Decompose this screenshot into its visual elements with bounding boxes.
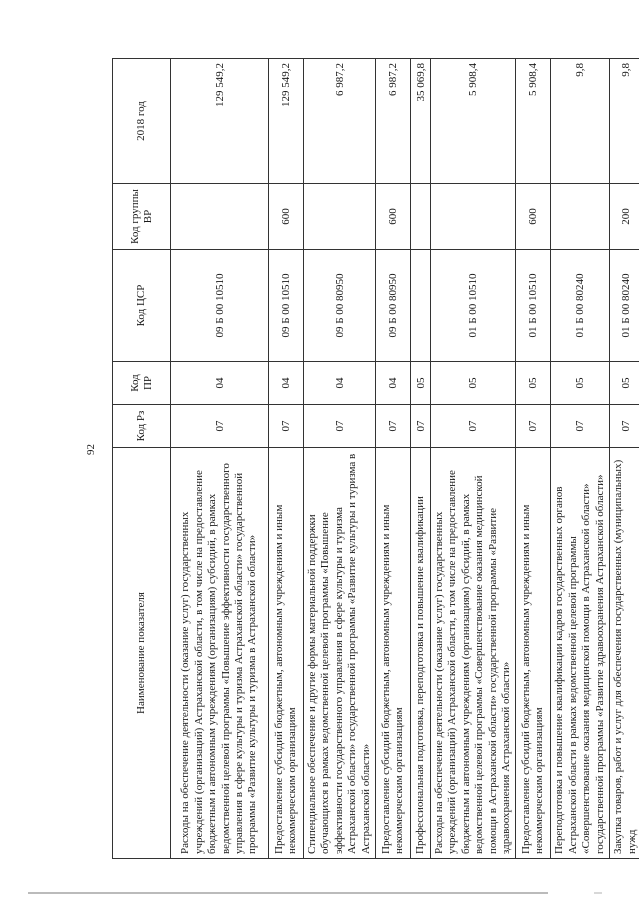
row-rz-cell: 07 xyxy=(304,405,376,448)
row-vr-cell xyxy=(551,184,610,250)
table-row xyxy=(516,59,551,859)
row-2018-value-cell: 129 549,2 xyxy=(171,59,269,184)
row-vr-cell xyxy=(431,184,516,250)
row-vr-cell: 200 xyxy=(610,184,639,250)
row-name-cell: Стипендиальное обеспечение и другие формы материальной поддержки обучающихся в рамках ведомственной целевой программы «Повышение эффективности государственного управления в сфере культуры и туризма Астраханской области» государственной программы «Развитие культуры и туризма в Астраханской области» xyxy=(304,448,376,859)
row-csr-cell: 01 Б 00 10510 xyxy=(516,250,551,362)
table-row xyxy=(171,59,269,859)
row-csr-cell: 09 Б 00 10510 xyxy=(171,250,269,362)
row-rz-cell: 07 xyxy=(269,405,304,448)
table-row xyxy=(551,59,610,859)
row-name-cell: Предоставление субсидий бюджетным, автономным учреждениям и иным некоммерческим организациям xyxy=(269,448,304,859)
row-csr-cell: 01 Б 00 80240 xyxy=(610,250,639,362)
row-rz-cell: 07 xyxy=(431,405,516,448)
row-pr-cell: 05 xyxy=(610,362,639,405)
row-vr-cell: 600 xyxy=(269,184,304,250)
row-rz-cell: 07 xyxy=(551,405,610,448)
row-csr-cell xyxy=(411,250,431,362)
row-rz-cell: 07 xyxy=(516,405,551,448)
row-rz-cell: 07 xyxy=(376,405,411,448)
table-row xyxy=(269,59,304,859)
row-csr-cell: 09 Б 00 80950 xyxy=(376,250,411,362)
row-vr-cell xyxy=(171,184,269,250)
row-vr-cell: 600 xyxy=(516,184,551,250)
row-vr-cell xyxy=(304,184,376,250)
row-pr-cell: 04 xyxy=(376,362,411,405)
row-csr-cell: 01 Б 00 80240 xyxy=(551,250,610,362)
row-2018-value-cell: 5 908,4 xyxy=(431,59,516,184)
row-vr-cell: 600 xyxy=(376,184,411,250)
row-vr-cell xyxy=(411,184,431,250)
row-2018-value-cell: 9,8 xyxy=(610,59,639,184)
row-name-cell: Расходы на обеспечение деятельности (оказание услуг) государственных учреждений (организаций) Астраханской области, в том числе на предоставление бюджетным и автономным учреждениям (организациям) субсидий, в рамках ведомственной целевой программы «Совершенствование оказания медицинской помощи в Астраханской области» государственной программы «Развитие здравоохранения Астраханской области» xyxy=(431,448,516,859)
row-csr-cell: 09 Б 00 10510 xyxy=(269,250,304,362)
row-pr-cell: 04 xyxy=(304,362,376,405)
budget-table xyxy=(112,58,639,859)
row-pr-cell: 05 xyxy=(551,362,610,405)
table-body xyxy=(171,59,639,859)
row-csr-cell: 01 Б 00 10510 xyxy=(431,250,516,362)
row-pr-cell: 04 xyxy=(269,362,304,405)
table-row xyxy=(431,59,516,859)
row-rz-cell: 07 xyxy=(171,405,269,448)
row-name-cell: Расходы на обеспечение деятельности (оказание услуг) государственных учреждений (организаций) Астраханской области, в том числе на предоставление бюджетным и автономным учреждениям (организациям) субсидий, в рамках ведомственной целевой программы «Повышение эффективности государственного управления в сфере культуры и туризма Астраханской области» государственной программы «Развитие культуры и туризма в Астраханской области» xyxy=(171,448,269,859)
row-2018-value-cell: 6 987,2 xyxy=(376,59,411,184)
table-row xyxy=(376,59,411,859)
row-rz-cell: 07 xyxy=(610,405,639,448)
bottom-edge-mark xyxy=(594,892,602,894)
row-name-cell: Переподготовка и повышение квалификации кадров государственных органов Астраханской области в рамках ведомственной целевой программы «Совершенствование оказания медицинской помощи в Астраханской области» государственной программы «Развитие здравоохранения Астраханской области» xyxy=(551,448,610,859)
bottom-edge-strip xyxy=(28,892,548,894)
row-pr-cell: 05 xyxy=(516,362,551,405)
table-row xyxy=(411,59,431,859)
row-2018-value-cell: 9,8 xyxy=(551,59,610,184)
header-vr: Код группы ВР xyxy=(113,184,171,250)
row-name-cell: Профессиональная подготовка, переподготовка и повышение квалификации xyxy=(411,448,431,859)
rotated-table-container xyxy=(112,59,638,859)
table-row xyxy=(610,59,639,859)
row-2018-value-cell: 35 069,8 xyxy=(411,59,431,184)
header-rz: Код Рз xyxy=(113,405,171,448)
row-pr-cell: 05 xyxy=(431,362,516,405)
page-number: 92 xyxy=(85,444,97,455)
row-pr-cell: 04 xyxy=(171,362,269,405)
row-name-cell: Закупка товаров, работ и услуг для обеспечения государственных (муниципальных) нужд xyxy=(610,448,639,859)
table-header xyxy=(113,59,171,859)
header-csr: Код ЦСР xyxy=(113,250,171,362)
row-2018-value-cell: 5 908,4 xyxy=(516,59,551,184)
row-name-cell: Предоставление субсидий бюджетным, автономным учреждениям и иным некоммерческим организациям xyxy=(376,448,411,859)
budget-table-frame xyxy=(112,59,638,859)
header-2018: 2018 год xyxy=(113,59,171,184)
row-pr-cell: 05 xyxy=(411,362,431,405)
row-2018-value-cell: 129 549,2 xyxy=(269,59,304,184)
row-rz-cell: 07 xyxy=(411,405,431,448)
row-name-cell: Предоставление субсидий бюджетным, автономным учреждениям и иным некоммерческим организациям xyxy=(516,448,551,859)
row-csr-cell: 09 Б 00 80950 xyxy=(304,250,376,362)
header-name: Наименование показателя xyxy=(113,448,171,859)
header-pr: Код ПР xyxy=(113,362,171,405)
row-2018-value-cell: 6 987,2 xyxy=(304,59,376,184)
table-row xyxy=(304,59,376,859)
